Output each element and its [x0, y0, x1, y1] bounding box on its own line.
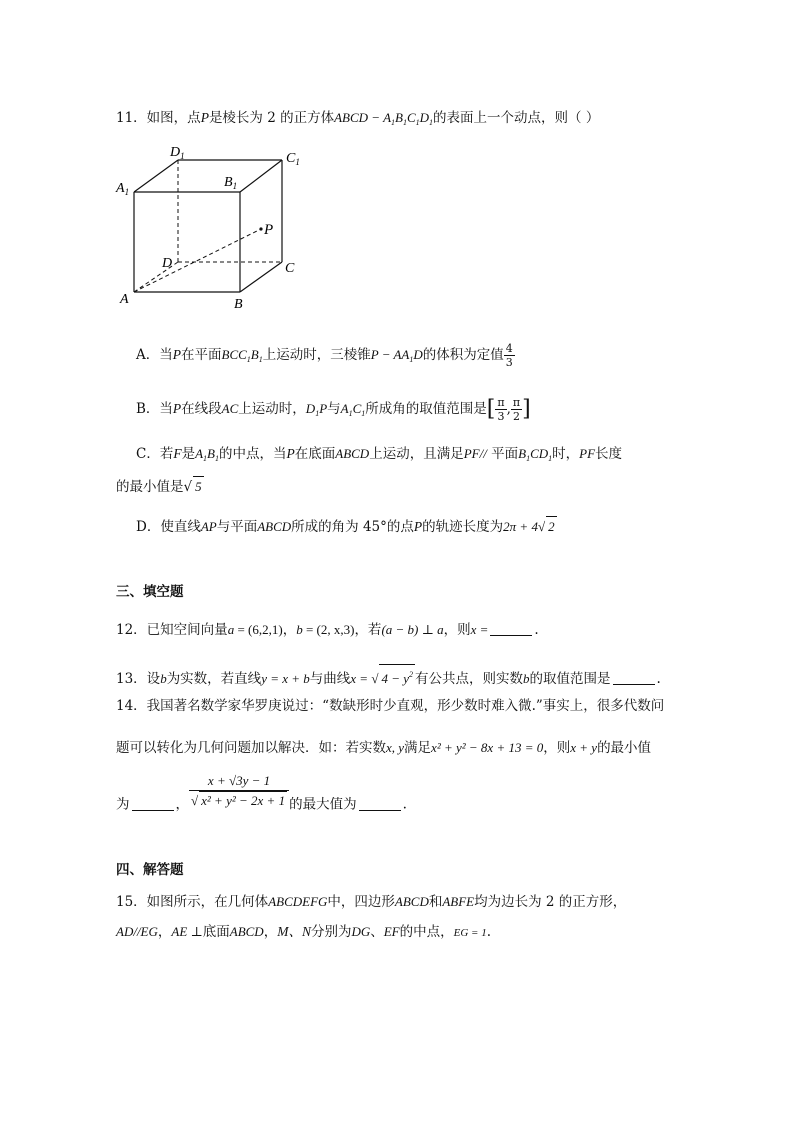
label-d: D	[162, 256, 173, 271]
label-a1: $A_1$	[116, 181, 130, 197]
q14-fraction: $\frac{x + √3y - 1}{\text{√ x² + y² − 2x + 1}}$	[189, 772, 289, 810]
label-a: A	[120, 292, 129, 307]
label-b1: $B_1$	[224, 175, 238, 191]
fraction-4-3: $\frac{4}{3}$	[505, 342, 513, 369]
label-d1: $D_1$	[170, 145, 185, 161]
q15-line2: AD//EG，AE ⊥底面ABCD，M、N分别为DG、EF的中点，EG = 1.	[116, 924, 492, 940]
q13: 13．设b为实数，若直线y = x + b与曲线x = √ $4 - y^2$ 有公共点，则实数b的取值范围是 .	[116, 664, 661, 689]
q12: 12．已知空间向量a = (6,2,1)，b = (2, x,3)，若(a − b) ⊥ a，则x = .	[116, 622, 539, 638]
section-heading-fill-in: 三、填空题	[116, 584, 184, 600]
q11-option-d: D．使直线AP与平面ABCD所成的角为 45°的点P的轨迹长度为2π + 4√ 2	[136, 516, 557, 537]
q15-line1: 15．如图所示，在几何体ABCDEFG中，四边形ABCD和ABFE均为边长为 2 的正方形，	[116, 894, 627, 910]
section-heading-solve: 四、解答题	[116, 862, 184, 878]
q14-line1: 14．我国著名数学家华罗庚说过：“数缺形时少直观，形少数时难入微.”事实上，很多代数问	[116, 698, 665, 714]
q11-option-b: B．当P在线段AC上运动时，$D_1P$与$A_1C_1$所成角的取值范围是[ $\frac{\pi}{3}$ , $\frac{\pi}{2}$ ]	[136, 396, 531, 423]
q14-line2: 题可以转化为几何问题加以解决．如：若实数x, y满足x² + y² − 8x + 13 = 0，则x + y的最小值	[116, 740, 652, 756]
q11-option-a: A．当P在平面$BCC_1B_1$上运动时，三棱锥$P - AA_1D$的体积为定值 $\frac{4}{3}$	[136, 342, 513, 369]
q11-stem: 11．如图，点P是棱长为 2 的正方体ABCD − $A_1B_1C_1D_1$的表面上一个动点，则（ ）	[116, 110, 600, 127]
cube-figure	[110, 140, 310, 315]
q11-option-c: C．若F是$A_1B_1$的中点，当P在底面ABCD上运动，且满足PF// 平面$B_1CD_1$时，PF长度	[136, 446, 623, 463]
q14-line3: 为 ， $\frac{x + √3y - 1}{\text{√ x² + y² − 2x + 1}}$ 的最大值为 .	[116, 773, 407, 813]
label-b: B	[234, 297, 243, 312]
q11-option-c-line2: 的最小值是√ 5	[116, 476, 204, 497]
q12-answer-blank[interactable]	[490, 621, 532, 636]
label-c: C	[285, 261, 295, 276]
q13-answer-blank[interactable]	[613, 670, 655, 685]
q14-answer-blank-2[interactable]	[359, 796, 401, 811]
label-p: P	[264, 222, 274, 238]
label-c1: $C_1$	[286, 151, 300, 167]
q14-answer-blank-1[interactable]	[132, 796, 174, 811]
